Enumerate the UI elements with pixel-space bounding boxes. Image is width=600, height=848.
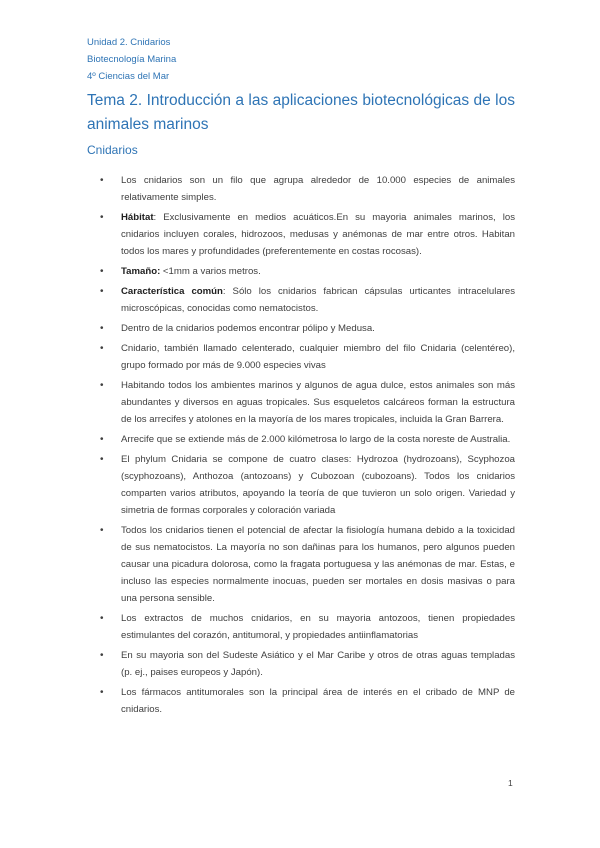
page-number: 1 <box>508 778 513 788</box>
header-unit: Unidad 2. Cnidarios <box>87 37 171 48</box>
list-item-text: Arrecife que se extiende más de 2.000 kilómetrosa lo largo de la costa noreste de Australia. <box>121 434 511 445</box>
header-subject: Biotecnología Marina <box>87 54 177 65</box>
list-item <box>100 684 515 718</box>
list-item-label: Característica común <box>121 286 223 297</box>
list-item-text: Habitando todos los ambientes marinos y algunos de agua dulce, estos animales son más abundantes y diversos en aguas tropicales. Sus esqueletos calcáreos forman la estructura de los arrecifes y atolones en la mayoría de los mares tropicales, incluida la Gran Barrera. <box>121 380 515 425</box>
list-item <box>100 209 515 260</box>
list-item <box>100 283 515 317</box>
list-item <box>100 263 515 280</box>
list-item <box>100 320 515 337</box>
list-item-text: Todos los cnidarios tienen el potencial de afectar la fisiología humana debido a la toxicidad de sus nematocistos. La mayoría no son dañinas para los humanos, pero algunos pueden causar una picadura dolorosa, como la fragata portuguesa y las anémonas de mar. Estas, e incluso las especies normalmente inocuas, pueden ser mortales en dosis masivas o para una persona sensible. <box>121 525 515 604</box>
list-item <box>100 647 515 681</box>
list-item-text: El phylum Cnidaria se compone de cuatro clases: Hydrozoa (hydrozoans), Scyphozoa (scyphozoans), Anthozoa (antozoans) y Cubozoan (cubozoans). Todos los cnidarios comparten varios atributos, apoyando la teoría de que tuvieron un solo origen. Variedad y simetria de formas corporales y coloración variada <box>121 454 515 516</box>
list-item <box>100 340 515 374</box>
bullet-list <box>100 172 515 721</box>
list-item-text: <1mm a varios metros. <box>160 266 261 277</box>
list-item-text: Los fármacos antitumorales son la principal área de interés en el cribado de MNP de cnidarios. <box>121 687 515 715</box>
list-item <box>100 522 515 607</box>
list-item <box>100 451 515 519</box>
list-item <box>100 377 515 428</box>
list-item-label: Tamaño: <box>121 266 161 277</box>
page-title: Tema 2. Introducción a las aplicaciones biotecnológicas de los animales marinos <box>87 92 515 133</box>
header-course: 4º Ciencias del Mar <box>87 71 170 82</box>
list-item-text: Los cnidarios son un filo que agrupa alrededor de 10.000 especies de animales relativamente simples. <box>121 175 515 203</box>
list-item-text: : Exclusivamente en medios acuáticos.En su mayoria animales marinos, los cnidarios incluyen corales, hidrozoos, medusas y anémonas de mar entre otros. Habitan todos los mares y profundidades (preferentemente en costas rocosas). <box>121 212 515 257</box>
list-item-text: Cnidario, también llamado celenterado, cualquier miembro del filo Cnidaria (celentéreo), grupo formado por más de 9.000 especies vivas <box>121 343 515 371</box>
list-item <box>100 610 515 644</box>
list-item-text: : Sólo los cnidarios fabrican cápsulas urticantes intracelulares microscópicas, conocidas como nematocistos. <box>121 286 516 314</box>
list-item-text: Dentro de la cnidarios podemos encontrar pólipo y Medusa. <box>121 323 375 334</box>
section-heading: Cnidarios <box>87 143 138 157</box>
list-item-label: Hábitat <box>121 212 154 223</box>
list-item-text: Los extractos de muchos cnidarios, en su mayoria antozoos, tienen propiedades estimulantes del corazón, antitumoral, y propiedades antiinflamatorias <box>121 613 515 641</box>
list-item-text: En su mayoria son del Sudeste Asiático y el Mar Caribe y otros de otras aguas templadas (p. ej., paises europeos y Japón). <box>121 650 515 678</box>
list-item <box>100 431 515 448</box>
list-item <box>100 172 515 206</box>
